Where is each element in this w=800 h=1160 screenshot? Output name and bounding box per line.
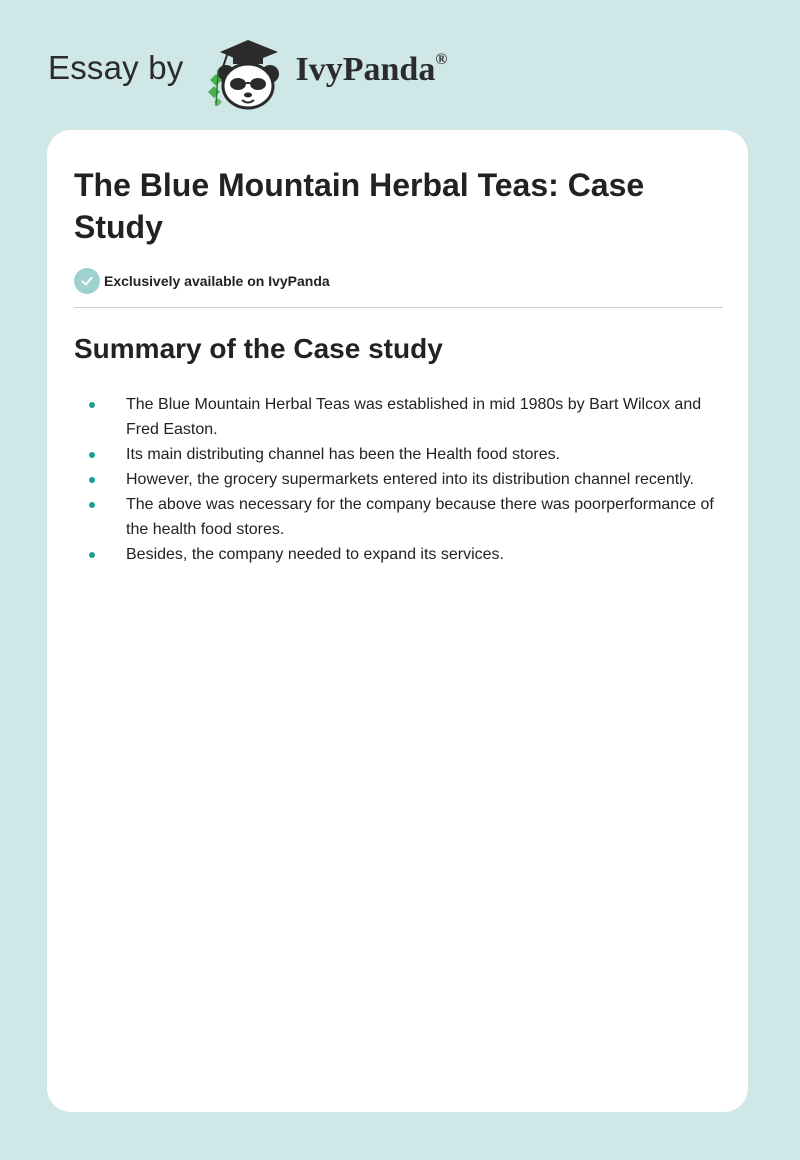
list-item-text: The above was necessary for the company because there was poorperformance of the health food stores.: [126, 496, 714, 538]
summary-list: [74, 392, 722, 567]
list-item: [74, 442, 723, 467]
list-item-text: Its main distributing channel has been the Health food stores.: [126, 446, 561, 463]
list-item: [74, 542, 723, 567]
list-item-text: Besides, the company needed to expand its services.: [126, 546, 504, 563]
section-heading: Summary of the Case study: [74, 333, 443, 364]
bullet-dot-icon: [89, 402, 95, 408]
brand-name: [296, 51, 448, 89]
bullet-dot-icon: [89, 552, 95, 558]
panda-graduate-icon: [200, 34, 290, 110]
page-title: The Blue Mountain Herbal Teas: Case Study: [74, 167, 645, 245]
list-item-text: However, the grocery supermarkets entered into its distribution channel recently.: [126, 471, 694, 488]
list-item-text: The Blue Mountain Herbal Teas was established in mid 1980s by Bart Wilcox and Fred Easton.: [126, 396, 702, 438]
bullet-dot-icon: [89, 452, 95, 458]
registered-mark: ®: [435, 50, 448, 68]
header: [48, 34, 447, 110]
essay-by-label: Essay by: [48, 49, 184, 86]
check-icon: [74, 268, 100, 294]
essay-card: [47, 130, 748, 1112]
brand-text: IvyPanda: [295, 51, 436, 88]
list-item: [74, 467, 723, 492]
bullet-dot-icon: [89, 502, 95, 508]
list-item: [74, 492, 723, 542]
list-item: [74, 392, 723, 442]
exclusive-label: Exclusively available on IvyPanda: [104, 273, 330, 289]
exclusive-badge: [74, 268, 722, 294]
bullet-dot-icon: [89, 477, 95, 483]
divider: [74, 307, 723, 308]
